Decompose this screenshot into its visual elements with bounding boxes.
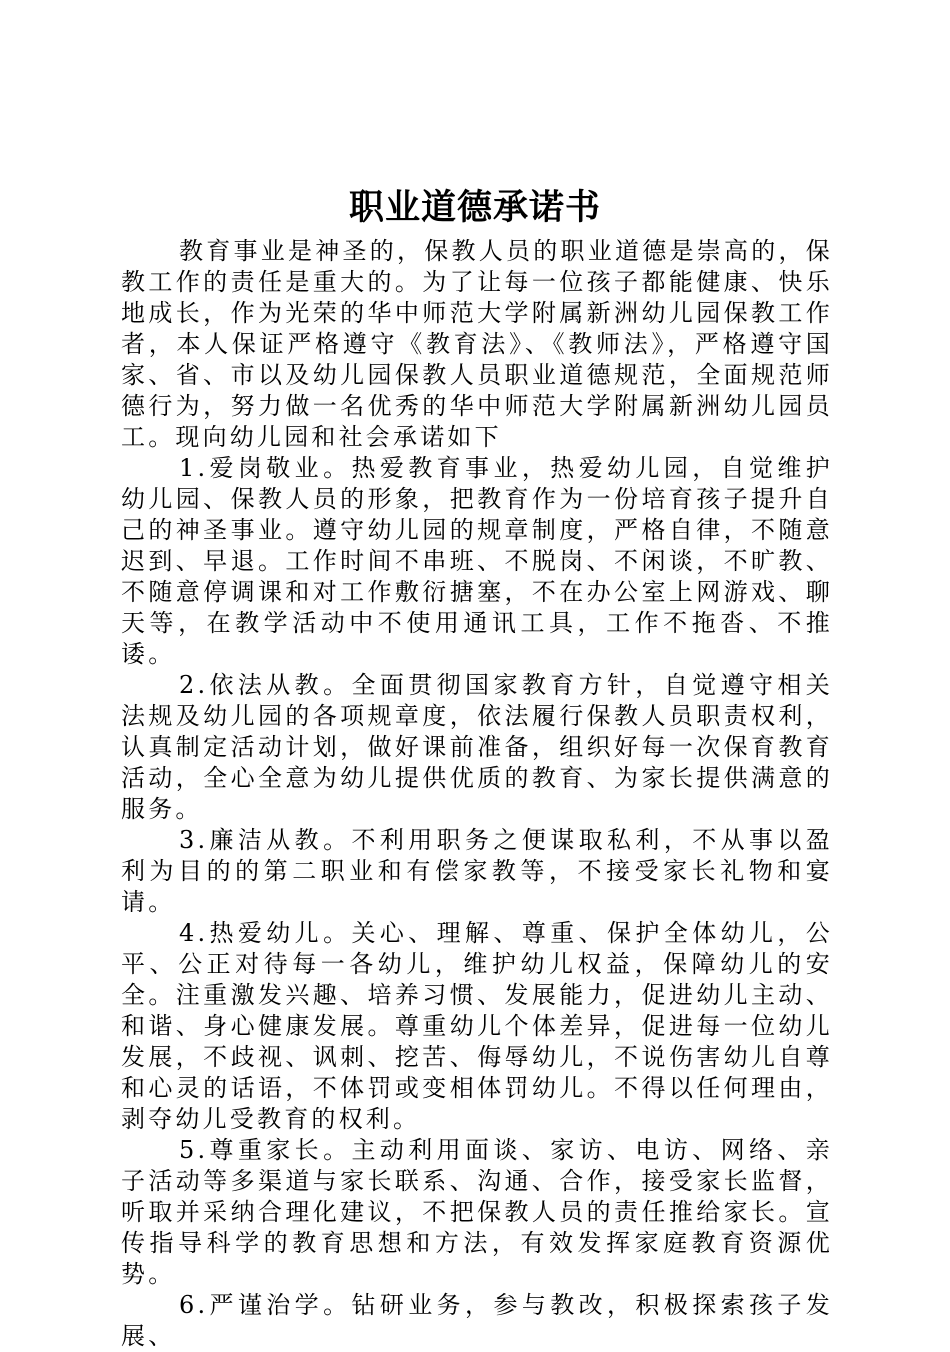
commitment-item-2: 2.依法从教。全面贯彻国家教育方针，自觉遵守相关法规及幼儿园的各项规章度，依法履行保教人员职责权利，认真制定活动计划，做好课前准备，组织好每一次保育教育活动，全心全意为幼儿提供优质的教育、为家长提供满意的服务。: [121, 671, 833, 823]
document-title: 职业道德承诺书: [348, 187, 601, 228]
commitment-item-3: 3.廉洁从教。不利用职务之便谋取私利，不从事以盈利为目的的第二职业和有偿家教等，不接受家长礼物和宴请。: [121, 826, 833, 916]
commitment-item-4: 4.热爱幼儿。关心、理解、尊重、保护全体幼儿，公平、公正对待每一各幼儿，维护幼儿权益，保障幼儿的安全。注重激发兴趣、培养习惯、发展能力，促进幼儿主动、和谐、身心健康发展。尊重幼儿个体差异，促进每一位幼儿发展，不歧视、讽刺、挖苦、侮辱幼儿，不说伤害幼儿自尊和心灵的话语，不体罚或变相体罚幼儿。不得以任何理由，剥夺幼儿受教育的权利。: [121, 919, 833, 1133]
intro-paragraph: 教育事业是神圣的，保教人员的职业道德是崇高的，保教工作的责任是重大的。为了让每一位孩子都能健康、快乐地成长，作为光荣的华中师范大学附属新洲幼儿园保教工作者，本人保证严格遵守《教育法》、《教师法》，严格遵守国家、省、市以及幼儿园保教人员职业道德规范，全面规范师德行为，努力做一名优秀的华中师范大学附属新洲幼儿园员工。现向幼儿园和社会承诺如下: [121, 237, 833, 451]
commitment-item-1: 1.爱岗敬业。热爱教育事业，热爱幼儿园，自觉维护幼儿园、保教人员的形象，把教育作为一份培育孩子提升自己的神圣事业。遵守幼儿园的规章制度，严格自律，不随意迟到、早退。工作时间不串班、不脱岗、不闲谈，不旷教、不随意停调课和对工作敷衍搪塞，不在办公室上网游戏、聊天等，在教学活动中不使用通讯工具，工作不拖沓、不推诿。: [121, 454, 833, 668]
commitment-item-6: 6.严谨治学。钻研业务，参与教改，积极探索孩子发展、: [121, 1291, 833, 1350]
document-body: [121, 236, 833, 1352]
commitment-item-5: 5.尊重家长。主动利用面谈、家访、电访、网络、亲子活动等多渠道与家长联系、沟通、合作，接受家长监督，听取并采纳合理化建议，不把保教人员的责任推给家长。宣传指导科学的教育思想和方法，有效发挥家庭教育资源优势。: [121, 1136, 833, 1288]
